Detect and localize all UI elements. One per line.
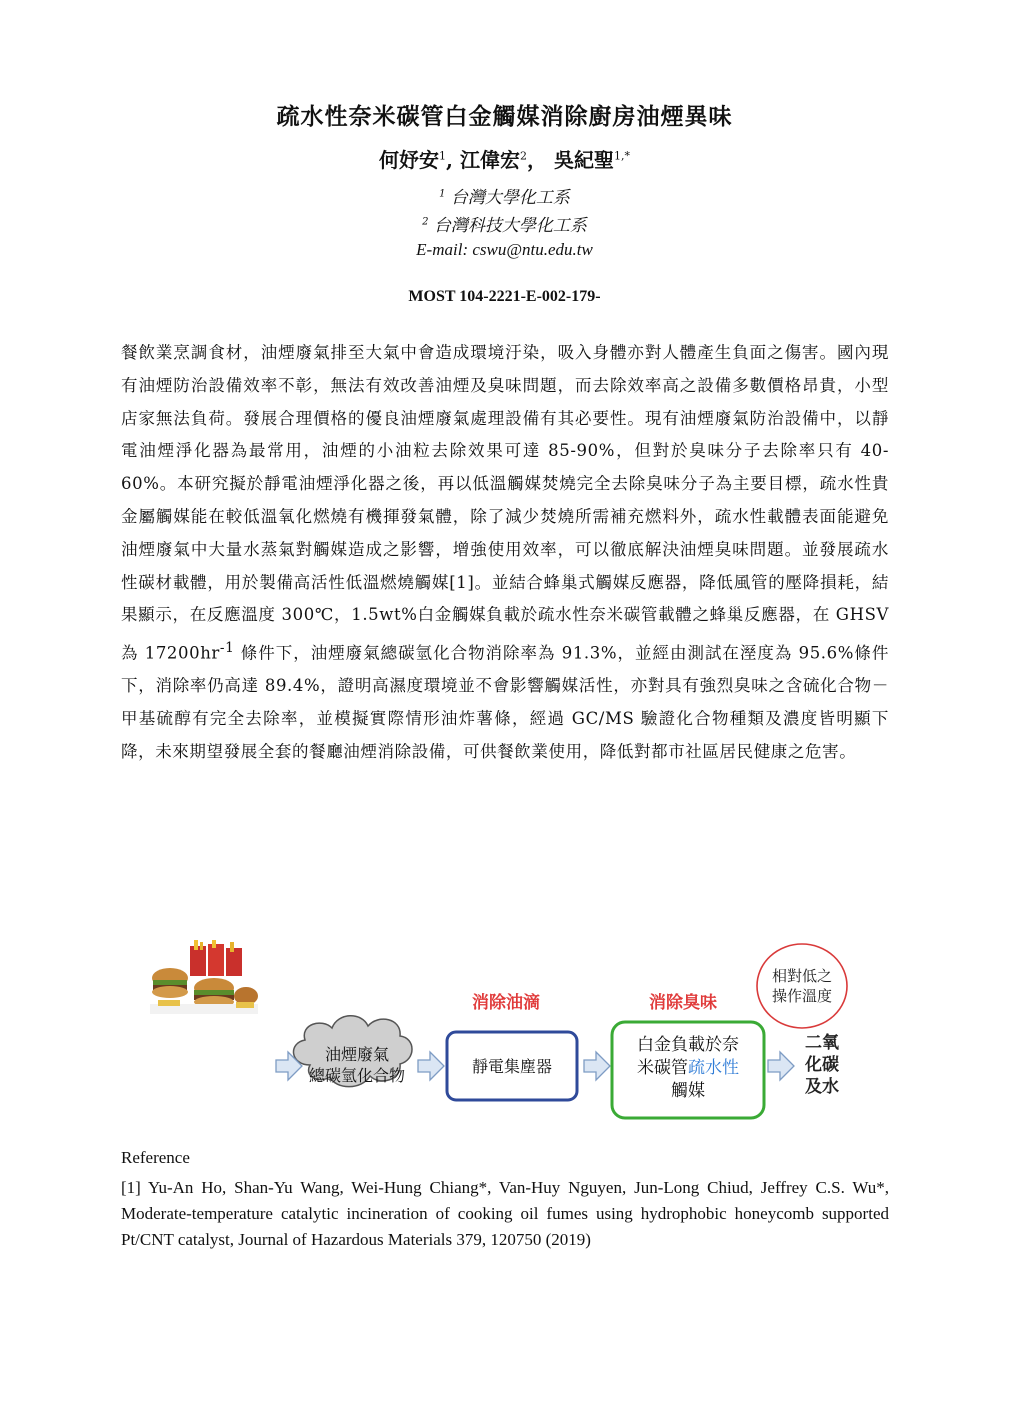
note-line: 操作溫度 <box>771 987 832 1005</box>
author-name: 何妤安 <box>379 148 440 172</box>
exhaust-cloud-label <box>302 1044 412 1086</box>
hydrophobic-highlight: 疏水性 <box>688 1058 739 1078</box>
catalyst-label-line: 觸媒 <box>671 1081 705 1101</box>
author-name: 吳紀聖 <box>553 148 614 172</box>
process-diagram <box>150 940 870 1120</box>
author-list <box>0 144 1009 173</box>
contact-email: E-mail: cswu@ntu.edu.tw <box>416 240 593 259</box>
affil-mark: 1 <box>439 188 446 200</box>
flow-arrow <box>418 1052 444 1080</box>
paper-title: 疏水性奈米碳管白金觸媒消除廚房油煙異味 <box>276 103 733 130</box>
affil-text: 台灣大學化工系 <box>450 188 570 208</box>
affil-mark: 2 <box>422 216 429 228</box>
output-line: 及水 <box>805 1077 839 1097</box>
catalyst-label-line: 白金負載於奈 <box>637 1035 739 1055</box>
fast-food-image <box>150 940 258 1014</box>
cloud-label-line: 總碳氫化合物 <box>308 1066 405 1085</box>
cloud-label-line: 油煙廢氣 <box>324 1045 389 1064</box>
catalyst-label-line <box>612 1057 764 1080</box>
abstract-text-a: 餐飲業烹調食材，油煙廢氣排至大氣中會造成環境汙染，吸入身體亦對人體產生負面之傷害。國內現有油煙防治設備效率不彰，無法有效改善油煙及臭味問題，而去除效率高之設備多數價格昂貴，小型店家無法負荷。發展合理價格的優良油煙廢氣處理設備有其必要性。現有油煙廢氣防治設備中，以靜電油煙淨化器為最常用，油煙的小油粒去除效果可達 85-90%，但對於臭味分子去除率只有 40-60%。本研究擬於靜電油煙淨化器之後，再以低溫觸媒焚燒完全去除臭味分子為主要目標，疏水性貴金屬觸媒能在較低溫氧化燃燒有機揮發氣體，除了減少焚燒所需補充燃料外，疏水性載體表面能避免油煙廢氣中大量水蒸氣對觸媒造成之影響，增強使用效率，可以徹底解決油煙臭味問題。並發展疏水性碳材載體，用於製備高活性低溫燃燒觸媒[1]。並結合蜂巢式觸媒反應器，降低風管的壓降損耗，結果顯示，在反應溫度 300℃，1.5wt%白金觸媒負載於疏水性奈米碳管載體之蜂巢反應器，在 GHSV 為 17200hr <box>121 343 889 663</box>
reference-heading: Reference <box>121 1148 190 1167</box>
author-affil-mark: 1 <box>439 149 447 163</box>
remove-oil-label: 消除油滴 <box>472 993 540 1013</box>
output-line: 化碳 <box>805 1055 839 1075</box>
author-name: 江偉宏 <box>459 148 520 172</box>
flow-arrow <box>584 1052 610 1080</box>
remove-odor-label: 消除臭味 <box>649 993 717 1013</box>
abstract-paragraph <box>121 337 889 769</box>
author-affil-mark: 1,* <box>613 149 630 163</box>
note-line: 相對低之 <box>771 967 832 985</box>
output-products <box>794 1032 850 1098</box>
abstract-text-b: 條件下，油煙廢氣總碳氫化合物消除率為 91.3%，並經由測試在溼度為 95.6%條件下，消除率仍高達 89.4%，證明高濕度環境並不會影響觸媒活性，亦對具有強烈臭味之含硫化合物－甲基硫醇有完全去除率，並模擬實際情形油炸薯條，經過 GC/MS 驗證化合物種類及濃度皆明顯下降，未來期望發展全套的餐廳油煙消除設備，可供餐飲業使用，降低對都市社區居民健康之危害。 <box>121 643 889 762</box>
esp-label: 靜電集塵器 <box>471 1057 552 1076</box>
abstract-body <box>121 337 889 769</box>
author-affil-mark: 2 <box>519 149 527 163</box>
abstract-superscript: -1 <box>219 640 235 657</box>
author-separator: , <box>446 148 460 172</box>
affiliation-1 <box>0 183 1009 208</box>
reference-item: [1] Yu-An Ho, Shan-Yu Wang, Wei-Hung Chiang*, Van-Huy Nguyen, Jun-Long Chiud, Jeffrey C.S. Wu*, Moderate-temperature catalytic incineration of cooking oil fumes using hydrophobic honeycomb supported Pt/CNT catalyst, Journal of Hazardous Materials 379, 120750 (2019) <box>121 1178 889 1249</box>
affiliation-2 <box>0 211 1009 236</box>
low-temperature-note <box>757 966 847 1006</box>
output-line: 二氧 <box>805 1033 839 1053</box>
affil-text: 台灣科技大學化工系 <box>433 216 587 236</box>
project-number: MOST 104-2221-E-002-179- <box>408 288 601 305</box>
author-separator: ， <box>526 148 547 172</box>
catalyst-label <box>612 1034 764 1103</box>
flow-arrow <box>768 1052 794 1080</box>
catalyst-label-part: 米碳管 <box>637 1058 688 1078</box>
